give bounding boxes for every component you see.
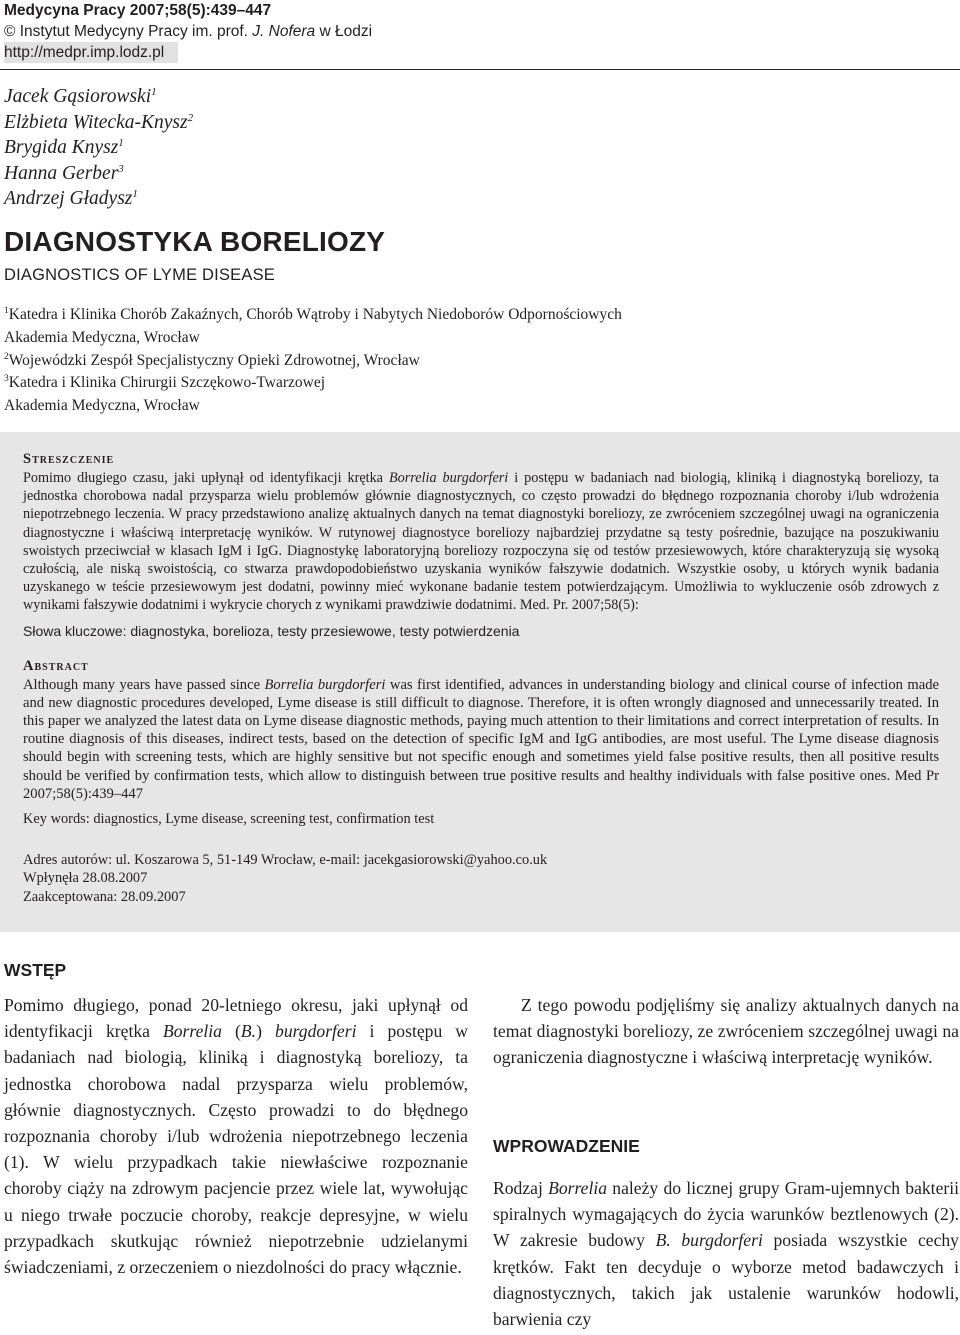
author: Brygida Knysz$^1$	[4, 137, 124, 158]
header-divider	[0, 69, 960, 70]
streszczenie-text: Pomimo długiego czasu, jaki upłynął od identyfikacji krętka Borrelia burgdorferi i postępu w badaniach nad biologią, kliniką i diagnostyką boreliozy, ta jednostka chorobowa nadal przysparza wielu problemów głównie diagnostycznych, co często prowadzi do błędnego rozpoznania choroby i/lub wdrożenia niepotrzebnego leczenia. W pracy przedstawiono analizę aktualnych danych na temat diagnostyki boreliozy, ze zwróceniem szczególnej uwagi na ograniczenia diagnostyczne i właściwą interpretację wyników. W rutynowej diagnostyce boreliozy najbardziej przydatne są testy pośrednie, bazujące na poszukiwaniu swoistych przeciwciał w klasach IgM i IgG. Diagnostykę laboratoryjną boreliozy rozpoczyna się od testów przesiewowych, które charakteryzują się wysoką czułością, ale niską swoistością, co stwarza prawdopodobieństwo uzyskania wyników fałszywie dodatnich. Wszystkie osoby, u których wynik badania uzyskanego w teście przesiewowym jest dodatni, powinny mieć wykonane badanie testem potwierdzającym. Umożliwia to wykluczenie osób zdrowych z wynikami fałszywie dodatnimi i wykrycie chorych z wynikami prawdziwie dodatnimi. Med. Pr. 2007;58(5):	[23, 470, 939, 614]
affiliation-institution: Akademia Medyczna, Wrocław	[4, 397, 200, 415]
wprowadzenie-heading: WPROWADZENIE	[493, 1136, 640, 1156]
received-date: Wpłynęła 28.08.2007	[23, 870, 148, 887]
article-title: DIAGNOSTYKA BORELIOZY	[4, 226, 386, 257]
affiliation: $^3$Katedra i Klinika Chirurgii Szczękowo-Twarzowej	[4, 374, 326, 392]
accepted-date: Zaakceptowana: 28.09.2007	[23, 888, 186, 905]
author: Hanna Gerber$^3$	[4, 162, 124, 184]
wstep-text: Pomimo długiego, ponad 20-letniego okresu, jaki upłynął od identyfikacji krętka Borrelia (B.) burgdorferi i postępu w badaniach nad biologią, kliniką i diagnostyką boreliozy, ta jednostka chorobowa nadal przysparza wielu problemów, głównie diagnostycznych. Często prowadzi to do błędnego rozpoznania choroby i/lub wdrożenia niepotrzebnego leczenia (1). W wielu przypadkach takie niewłaściwe rozpoznanie choroby ciąży na zdrowym pacjencie przez wiele lat, wywołując u niego trwałe poczucie choroby, reakcje depresyjne, w wielu przypadkach skutkując również niepotrzebnie udzielanymi świadczeniami, z orzeczeniem o niezdolności do pracy włącznie.	[4, 995, 469, 1278]
wstep-heading: WSTĘP	[4, 960, 67, 980]
author: Andrzej Gładysz$^1$	[4, 188, 138, 209]
abstract-heading: Abstract	[23, 657, 89, 674]
journal-url[interactable]: http://medpr.imp.lodz.pl	[4, 42, 178, 63]
publisher-line: © Instytut Medycyny Pracy im. prof. J. Nofera w Łodzi	[4, 23, 373, 40]
abstract-keywords: Key words: diagnostics, Lyme disease, screening test, confirmation test	[23, 811, 435, 828]
journal-header	[4, 0, 372, 63]
author: Jacek Gąsiorowski$^1$	[4, 86, 157, 107]
author-address: Adres autorów: ul. Koszarowa 5, 51-149 Wrocław, e-mail: jacekgasiorowski@yahoo.co.uk	[23, 852, 548, 869]
streszczenie-heading: Streszczenie	[23, 451, 115, 467]
author: Elżbieta Witecka-Knysz$^2$	[4, 111, 194, 133]
affiliation: $^1$Katedra i Klinika Chorób Zakaźnych, Chorób Wątroby i Nabytych Niedoborów Odpornościowych	[4, 306, 622, 323]
streszczenie-keywords: Słowa kluczowe: diagnostyka, borelioza, testy przesiewowe, testy potwierdzenia	[23, 622, 520, 639]
wstep-text-continued: Z tego powodu podjęliśmy się analizy aktualnych danych na temat diagnostyki boreliozy, ze zwróceniem szczególnej uwagi na ograniczenia diagnostyczne i właściwą interpretację wyników.	[493, 995, 959, 1068]
contact-info	[23, 851, 939, 906]
affiliations	[4, 304, 622, 418]
article-title-english: DIAGNOSTICS OF LYME DISEASE	[4, 266, 275, 284]
affiliation: $^2$Wojewódzki Zespół Specjalistyczny Opieki Zdrowotnej, Wrocław	[4, 351, 420, 369]
abstract-box	[0, 432, 960, 932]
affiliation-institution: Akademia Medyczna, Wrocław	[4, 328, 200, 346]
journal-citation: Medycyna Pracy 2007;58(5):439–447	[4, 2, 272, 19]
author-list	[4, 84, 193, 212]
wprowadzenie-text: Rodzaj Borrelia należy do licznej grupy Gram-ujemnych bakterii spiralnych wymagających do życia warunków beztlenowych (2). W zakresie budowy B. burgdorferi posiada wszystkie cechy krętków. Fakt ten decyduje o wyborze metod badawczych i diagnostycznych, takich jak ustalenie warunków hodowli, barwienia czy	[493, 1178, 960, 1330]
abstract-text: Although many years have passed since Borrelia burgdorferi was first identified, advances in understanding biology and clinical course of infection made and new diagnostic procedures developed, Lyme disease is still difficult to diagnose. Therefore, it is often wrongly diagnosed and unnecessarily treated. In this paper we analyzed the latest data on Lyme disease diagnostic methods, paying much attention to their limitations and correct interpretation of results. In routine diagnosis of this diseases, indirect tests, based on the detection of specific IgM and IgG antibodies, are most useful. The Lyme disease diagnosis should begin with screening tests, which are highly sensitive but not specific enough and sometimes yield false positive results, then all positive results should be verified by confirmation tests, which allow to distinguish between true positive results and healthy individuals with false positive ones. Med Pr 2007;58(5):439–447	[23, 676, 939, 802]
